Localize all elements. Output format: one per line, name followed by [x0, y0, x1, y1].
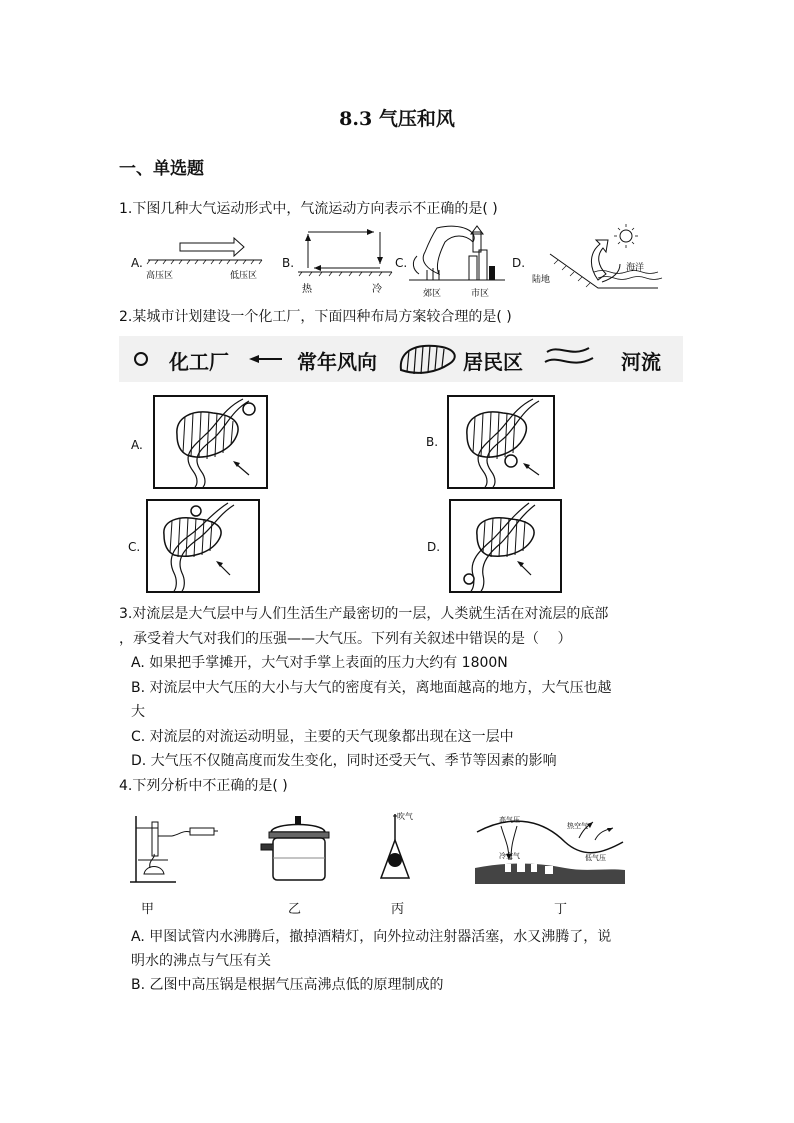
- q1b-hot-label: 热: [302, 284, 312, 295]
- fig-label-jia: 甲: [141, 902, 155, 917]
- q1-option-d-label: D.: [512, 256, 526, 270]
- q2-map-b: [447, 395, 555, 489]
- legend-wind-text: 常年风向: [297, 350, 377, 374]
- q2-option-b-label: B.: [426, 435, 439, 449]
- legend-residential-text: 居民区: [463, 350, 523, 374]
- q2-option-c-label: C.: [128, 540, 141, 554]
- q3-option-c: C. 对流层的对流运动明显，主要的天气现象都出现在这一层中: [131, 729, 514, 745]
- ding-low-pressure-label: 低气压: [585, 854, 606, 862]
- q1-option-a-label: A.: [131, 256, 143, 270]
- q1-figure-c: [407, 222, 507, 302]
- q2-legend-bar: [119, 336, 683, 382]
- q1a-low-label: 低压区: [230, 271, 258, 281]
- q4-figure-yi: [259, 814, 339, 884]
- ding-cold-air-label: 冷空气: [499, 852, 520, 860]
- q1c-suburb-label: 郊区: [423, 289, 442, 299]
- legend-factory-text: 化工厂: [169, 350, 229, 374]
- q4-option-b: B. 乙图中高压锅是根据气压高沸点低的原理制成的: [131, 977, 444, 993]
- q4-option-a-line1: A. 甲图试管内水沸腾后，撤掉酒精灯，向外拉动注射器活塞，水又沸腾了，说: [131, 929, 612, 945]
- ding-hot-air-label: 热空气: [567, 822, 588, 830]
- q1c-city-label: 市区: [471, 289, 490, 299]
- question-1-stem: 1.下图几种大气运动形式中，气流运动方向表示不正确的是( ): [119, 201, 498, 217]
- q4-option-a-line2: 明水的沸点与气压有关: [131, 953, 271, 969]
- q1-option-b-label: B.: [282, 256, 295, 270]
- q2-map-d: [449, 499, 562, 593]
- q1-figure-a: [144, 236, 269, 282]
- ding-high-pressure-label: 高气压: [499, 816, 520, 824]
- question-3-stem-line2: ，承受着大气对我们的压强——大气压。下列有关叙述中错误的是（ ）: [119, 631, 572, 647]
- question-3-stem-line1: 3.对流层是大气层中与人们生活生产最密切的一层，人类就生活在对流层的底部: [119, 606, 609, 622]
- question-2-stem: 2.某城市计划建设一个化工厂，下面四种布局方案较合理的是( ): [119, 309, 512, 325]
- q1d-land-label: 陆地: [532, 275, 551, 285]
- fig-label-yi: 乙: [288, 902, 302, 917]
- page-title: 8.3 气压和风: [339, 108, 455, 130]
- q1a-high-label: 高压区: [146, 271, 174, 281]
- q1b-cold-label: 冷: [372, 284, 382, 295]
- question-4-stem: 4.下列分析中不正确的是( ): [119, 778, 288, 794]
- fig-label-bing: 丙: [391, 902, 405, 917]
- q4-figure-ding: [475, 812, 625, 884]
- q1-figure-d: [528, 222, 668, 302]
- q1d-ocean-label: 海洋: [626, 263, 645, 273]
- q1-figure-b: [296, 224, 396, 296]
- q2-map-c: [146, 499, 260, 593]
- q3-option-a: A. 如果把手掌摊开，大气对手掌上表面的压力大约有 1800N: [131, 655, 508, 671]
- fig-label-ding: 丁: [554, 902, 568, 917]
- blow-air-label: 吹气: [397, 812, 413, 821]
- q3-option-d: D. 大气压不仅随高度而发生变化，同时还受天气、季节等因素的影响: [131, 753, 557, 769]
- q4-figure-jia: [128, 814, 220, 886]
- q2-option-d-label: D.: [427, 540, 441, 554]
- factory-icon: [135, 353, 147, 365]
- q3-option-b-line1: B. 对流层中大气压的大小与大气的密度有关，离地面越高的地方，大气压也越: [131, 680, 612, 696]
- q1-option-c-label: C.: [395, 256, 408, 270]
- q2-map-a: [153, 395, 268, 489]
- river-icon: [547, 348, 589, 352]
- section-heading: 一、单选题: [119, 159, 204, 179]
- q3-option-b-line2: 大: [131, 704, 145, 720]
- legend-river-text: 河流: [621, 350, 661, 374]
- q2-option-a-label: A.: [131, 438, 143, 452]
- q4-figure-bing: [377, 810, 417, 884]
